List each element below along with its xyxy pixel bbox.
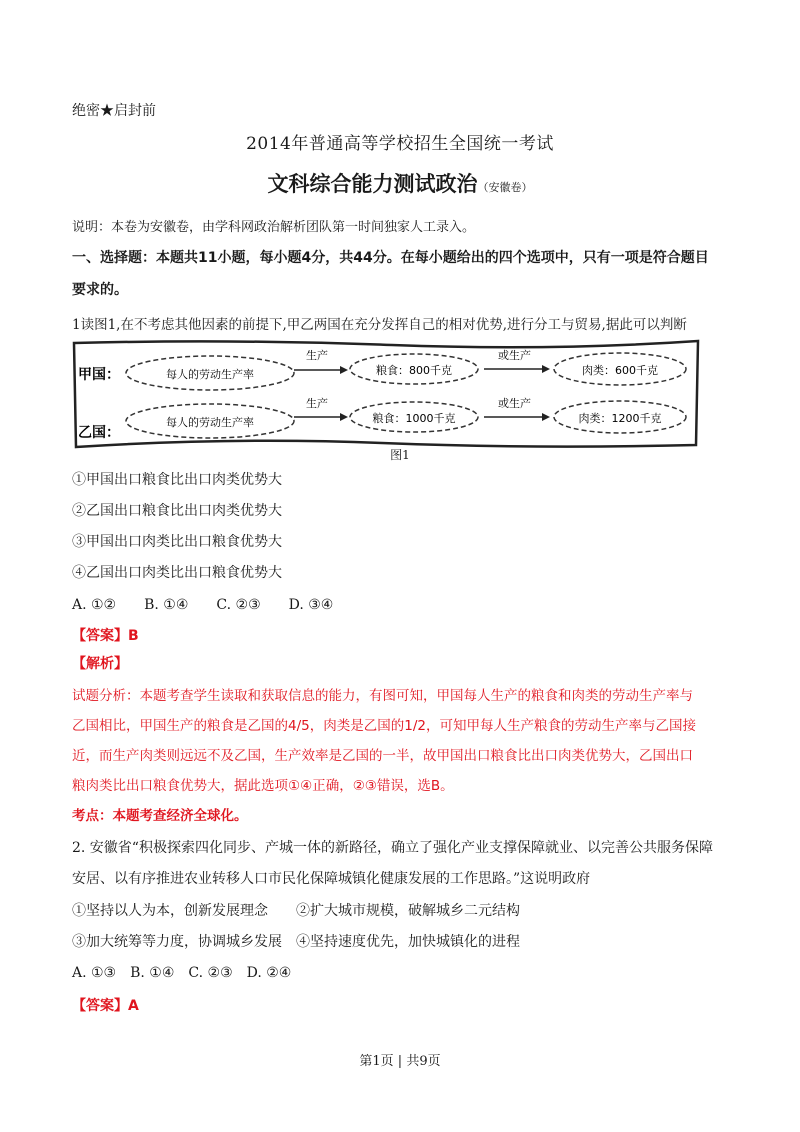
- section-heading: 一、选择题：本题共11小题，每小题4分，共44分。在每小题给出的四个选项中，只有一项是符合题目: [72, 250, 709, 266]
- row2-labor-text: 每人的劳动生产率: [166, 416, 254, 429]
- question-1-stem: 1读图1,在不考虑其他因素的前提下,甲乙两国在充分发挥自己的相对优势,进行分工与贸易,据此可以判断: [72, 317, 687, 333]
- note: 说明：本卷为安徽卷，由学科网政治解析团队第一时间独家人工录入。: [72, 220, 476, 235]
- row1-label: 甲国：: [78, 367, 120, 383]
- q2-choices: A. ①③ B. ①④ C. ②③ D. ②④: [72, 965, 292, 981]
- secret-label: 绝密★启封前: [72, 103, 156, 119]
- section-heading-cont: 要求的。: [72, 282, 128, 298]
- q1-analysis-label: 【解析】: [72, 656, 128, 672]
- q1-option-2: ②乙国出口粮食比出口肉类优势大: [72, 503, 282, 519]
- row2-arrow2-label: 或生产: [498, 397, 531, 410]
- q1-option-1: ①甲国出口粮食比出口肉类优势大: [72, 472, 282, 488]
- q1-option-4: ④乙国出口肉类比出口粮食优势大: [72, 565, 282, 581]
- row1-arrow2-label: 或生产: [498, 349, 531, 362]
- q1-kaodian: 考点：本题考查经济全球化。: [72, 808, 248, 824]
- q2-options-row-2: ③加大统筹等力度，协调城乡发展 ④坚持速度优先，加快城镇化的进程: [72, 934, 520, 950]
- q2-stem-line-2: 安居、以有序推进农业转移人口市民化保障城镇化健康发展的工作思路。”这说明政府: [72, 871, 591, 887]
- exam-title: 2014年普通高等学校招生全国统一考试: [246, 134, 554, 154]
- q1-choices: A. ①② B. ①④ C. ②③ D. ③④: [72, 597, 334, 613]
- row1-meat-text: 肉类：600千克: [582, 364, 658, 377]
- row2-meat-text: 肉类：1200千克: [578, 412, 662, 425]
- paper-title: [0, 171, 800, 198]
- page-footer: 第1页 | 共9页: [359, 1054, 441, 1069]
- figure-caption: 图1: [390, 448, 410, 462]
- row2-grain-text: 粮食：1000千克: [372, 412, 456, 425]
- q1-analysis-line-2: 乙国相比，甲国生产的粮食是乙国的4/5，肉类是乙国的1/2，可知甲每人生产粮食的劳动生产率与乙国接: [72, 718, 696, 734]
- row1-arrow1-label: 生产: [306, 349, 328, 362]
- row1-grain-text: 粮食：800千克: [376, 364, 452, 377]
- figure-1-diagram: [72, 337, 700, 450]
- q1-option-3: ③甲国出口肉类比出口粮食优势大: [72, 534, 282, 550]
- q1-answer: 【答案】B: [72, 628, 139, 644]
- row2-arrow1-label: 生产: [306, 397, 328, 410]
- paper-title-sub: （安徽卷）: [477, 181, 533, 194]
- paper-title-main: 文科综合能力测试政治: [267, 171, 478, 196]
- row1-labor-text: 每人的劳动生产率: [166, 368, 254, 381]
- q1-analysis-line-3: 近，而生产肉类则远远不及乙国，生产效率是乙国的一半，故甲国出口粮食比出口肉类优势大，乙国出口: [72, 748, 693, 764]
- q1-analysis-line-4: 粮肉类比出口粮食优势大，据此选项①④正确，②③错误，选B。: [72, 778, 454, 794]
- q2-answer: 【答案】A: [72, 998, 139, 1014]
- q2-stem-line-1: 2. 安徽省“积极探索四化同步、产城一体的新路径，确立了强化产业支撑保障就业、以完善公共服务保障: [72, 840, 713, 856]
- q2-options-row-1: ①坚持以人为本，创新发展理念 ②扩大城市规模，破解城乡二元结构: [72, 903, 520, 919]
- row2-label: 乙国：: [78, 425, 120, 441]
- q1-analysis-line-1: 试题分析：本题考查学生读取和获取信息的能力，有图可知，甲国每人生产的粮食和肉类的劳动生产率与: [72, 688, 693, 704]
